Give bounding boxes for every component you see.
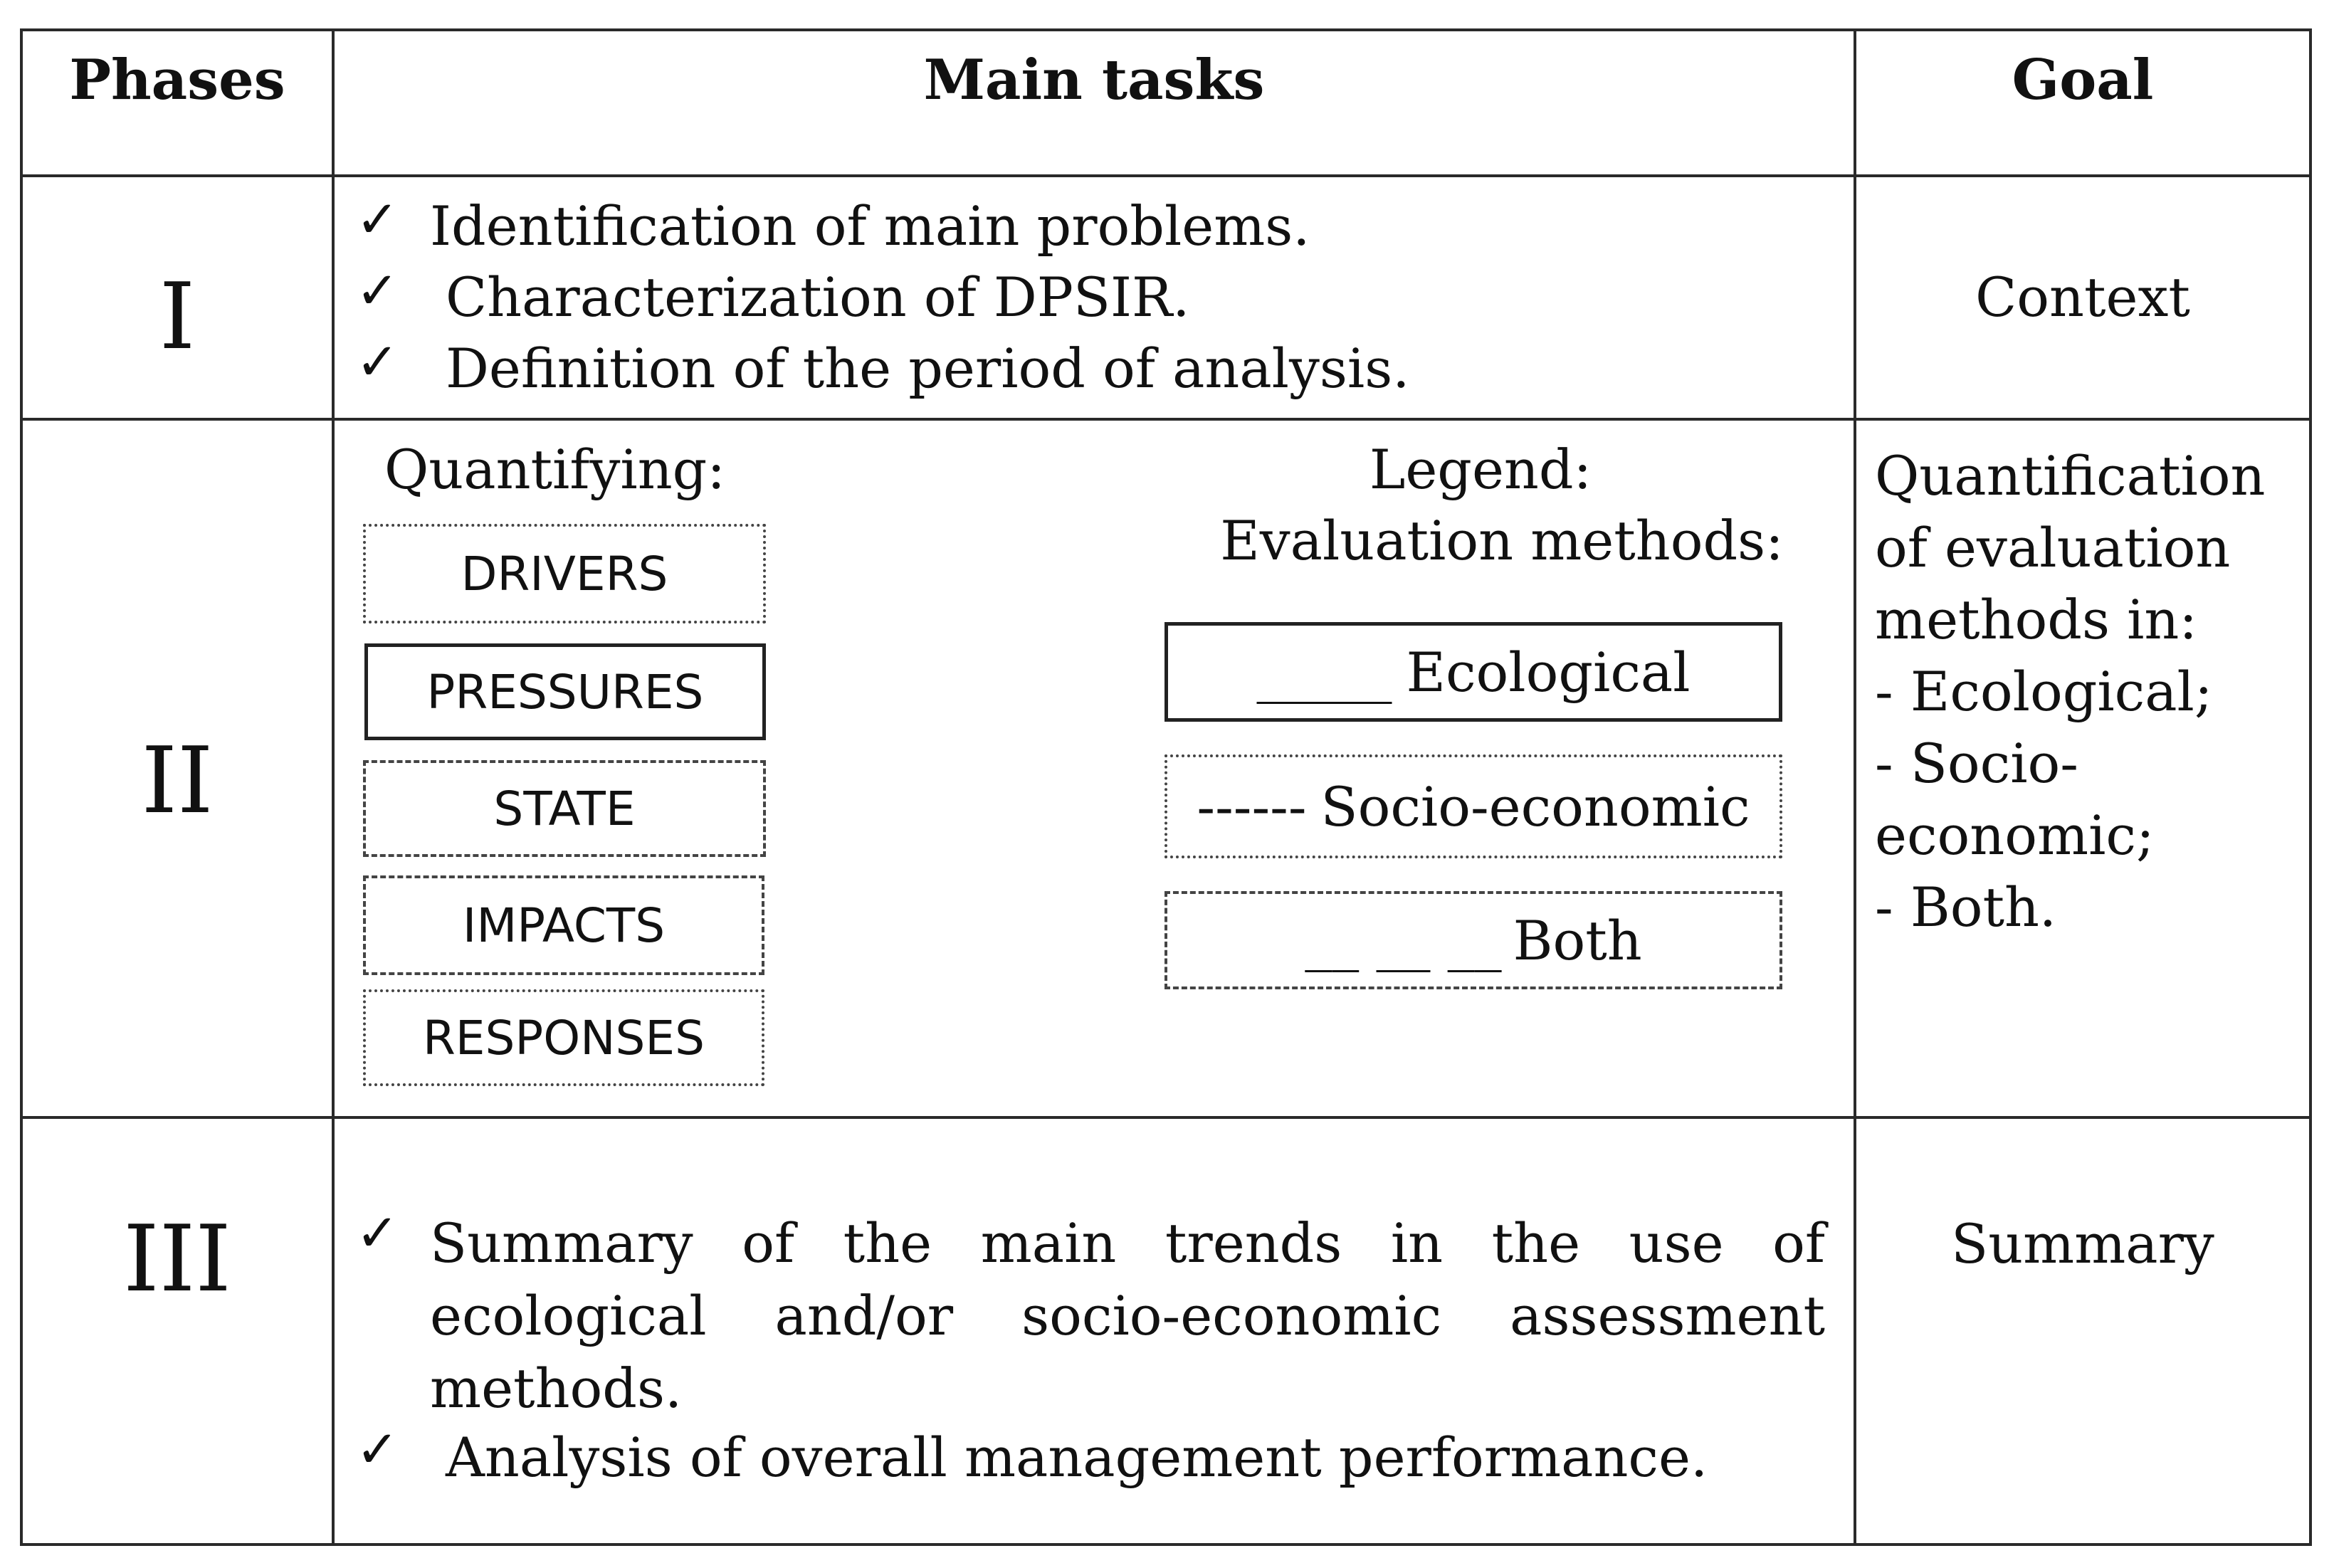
phases-column-divider (332, 28, 335, 1546)
phase-ii-goal-line: methods in: (1875, 588, 2197, 651)
legend-item-both (1164, 891, 1782, 989)
header-phases: Phases (69, 48, 285, 112)
legend-item-ecological (1164, 622, 1782, 722)
legend-label-ecological: Ecological (1406, 640, 1691, 704)
phase-ii-goal-line: Quantification (1875, 444, 2266, 507)
checkmark-icon: ✓ (356, 1419, 399, 1479)
phase-i-task-3: Definition of the period of analysis. (446, 337, 1410, 400)
phase-iii-task-1 (430, 1207, 1825, 1425)
dpsir-box-responses: RESPONSES (363, 989, 764, 1086)
header-main-tasks: Main tasks (923, 48, 1265, 112)
phase-iii-task-1-line: ecological and/or socio-economic assessment (430, 1284, 1825, 1347)
legend-marker-dotted: ------ (1197, 774, 1307, 838)
tasks-column-divider (1854, 28, 1856, 1546)
legend-label-both: Both (1513, 908, 1642, 972)
legend-marker-dashed: __ __ __ (1305, 908, 1502, 972)
phase-ii-goal-line: - Ecological; (1875, 660, 2213, 723)
header-goal: Goal (2012, 48, 2154, 112)
phase-i-task-2: Characterization of DPSIR. (446, 265, 1190, 329)
phase-iii-goal: Summary (1951, 1212, 2214, 1275)
row-1-divider (20, 418, 2312, 421)
table-bottom-border (20, 1543, 2312, 1546)
row-2-divider (20, 1116, 2312, 1119)
dpsir-box-pressures: PRESSURES (364, 643, 766, 740)
phase-iii-task-2: Analysis of overall management performance. (446, 1426, 1708, 1489)
legend-title: Legend: (1369, 438, 1592, 501)
table-top-border (20, 28, 2312, 31)
checkmark-icon: ✓ (356, 1203, 399, 1263)
checkmark-icon: ✓ (356, 332, 399, 391)
phase-ii-goal (1875, 440, 2265, 943)
phase-label-iii: III (123, 1206, 231, 1312)
dpsir-box-impacts: IMPACTS (363, 875, 764, 975)
phase-ii-goal-line: of evaluation (1875, 516, 2231, 579)
phase-ii-goal-line: - Socio- (1875, 732, 2078, 795)
phase-i-task-1: Identification of main problems. (430, 194, 1310, 258)
phase-label-ii: II (141, 728, 214, 834)
phase-iii-task-1-line: methods. (430, 1357, 683, 1420)
checkmark-icon: ✓ (356, 261, 399, 320)
dpsir-box-drivers: DRIVERS (363, 524, 766, 623)
legend-item-socio-economic (1164, 754, 1782, 858)
phase-iii-task-1-line: Summary of the main trends in the use of (430, 1211, 1825, 1275)
legend-marker-solid: _____ (1256, 640, 1392, 704)
dpsir-box-state: STATE (363, 760, 766, 857)
header-row-divider (20, 174, 2312, 177)
legend-label-socio-economic: Socio-economic (1320, 774, 1750, 838)
phase-ii-goal-line: economic; (1875, 804, 2155, 867)
phase-ii-goal-line: - Both. (1875, 875, 2057, 939)
phase-label-i: I (159, 264, 196, 370)
legend-subtitle: Evaluation methods: (1220, 509, 1784, 572)
checkmark-icon: ✓ (356, 189, 399, 249)
phase-i-goal: Context (1975, 265, 2190, 329)
quantifying-label: Quantifying: (384, 438, 725, 501)
table-right-border (2309, 28, 2312, 1546)
